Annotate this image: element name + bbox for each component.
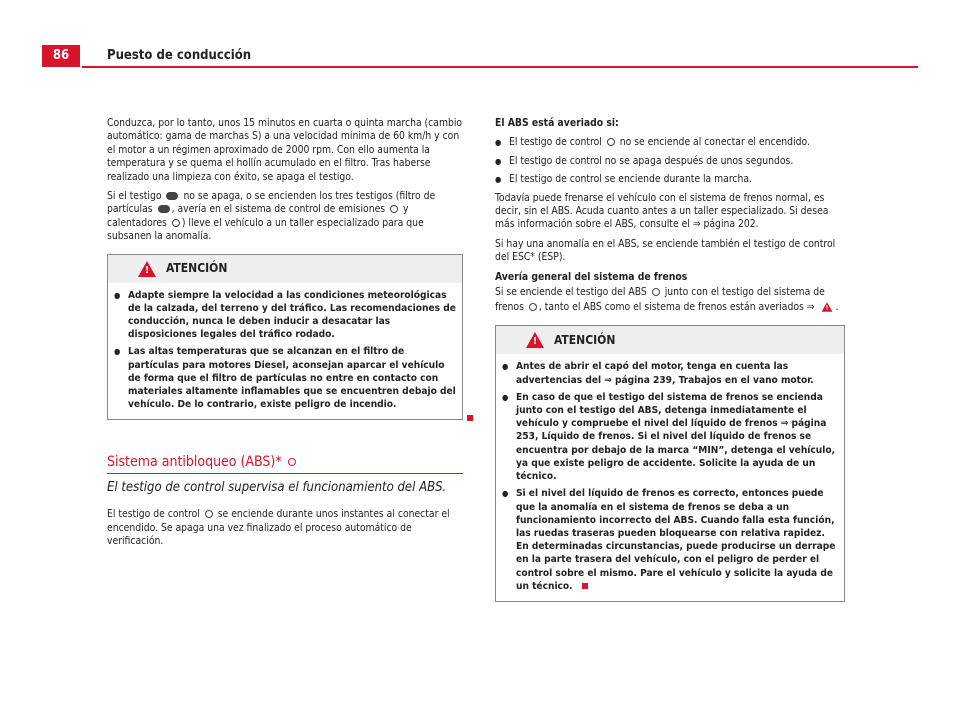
warning-body	[496, 354, 844, 600]
left-column	[107, 117, 463, 555]
warning-body	[108, 283, 462, 420]
warning-triangle-icon	[526, 332, 544, 348]
section-title	[107, 453, 463, 474]
warning-triangle-icon	[821, 303, 832, 313]
warning-item: ● En caso de que el testigo del sistema de frenos se encienda junto con el testigo del ABS, detenga inmediatamente el vehículo y compruebe el nivel del líquido de frenos ⇒ página 253, Líquido de frenos. Si el nivel del líquido de frenos se encuentra por debajo de la marca “MIN”, detenga el vehículo, ya que existe peligro de accidente. Solicite la ayuda de un técnico.	[502, 391, 838, 483]
list-item: ● El testigo de control no se apaga después de unos segundos.	[495, 155, 845, 168]
emission-control-icon	[390, 205, 398, 213]
text-fragment: no se enciende al conectar el encendido.	[619, 136, 810, 149]
text-fragment: ) lleve el vehículo a un taller especializado para que subsanen la anomalía.	[107, 216, 424, 243]
abs-icon	[288, 458, 296, 466]
text-fragment: Si el testigo	[107, 190, 162, 203]
warning-header	[496, 326, 844, 354]
subheading: Avería general del sistema de frenos	[495, 270, 688, 283]
paragraph: Si se enciende el testigo del ABS junto con el testigo del sistema de frenos , tanto el ABS como el sistema de frenos están averiados ⇒ ! .	[495, 286, 845, 315]
abs-icon	[607, 138, 615, 146]
header-divider	[82, 66, 918, 68]
warning-title: ATENCIÓN	[166, 260, 228, 275]
page-number: 86	[42, 45, 80, 67]
end-marker-icon	[467, 415, 473, 421]
section-title-text: Sistema antibloqueo (ABS)*	[107, 453, 282, 470]
glow-plug-icon	[172, 219, 180, 227]
warning-box	[107, 254, 463, 421]
warning-item: ● Las altas temperaturas que se alcanzan en el filtro de partículas para motores Diesel, aconsejan aparcar el vehículo de forma que el filtro de partículas no entre en contacto con materiales altamente inflamables que se encuentren debajo del vehículo. De lo contrario, existe peligro de incendio.	[114, 345, 456, 411]
text-fragment: junto con el testigo del sistema de frenos	[495, 286, 825, 314]
text-fragment: y calentadores	[107, 203, 409, 229]
text-fragment: se enciende durante unos instantes al conectar el encendido. Se apaga una vez finalizado el proceso automático de verificación.	[107, 508, 450, 548]
list-item	[495, 136, 845, 149]
text-fragment: El testigo de control	[107, 508, 200, 521]
text-fragment: no se apaga, o se encienden los tres testigos (filtro de partículas	[107, 190, 436, 216]
abs-icon	[652, 288, 660, 296]
text-fragment: Si el nivel del líquido de frenos es correcto, entonces puede que la anomalía en el sistema de frenos se deba a un funcionamiento incorrecto del ABS. Cuando falla esta función, las ruedas traseras pueden bloquearse con relativa rapidez. En determinadas circunstancias, puede producirse un derrape en la parte trasera del vehículo, con el peligro de perder el control sobre el mismo. Pare el vehículo y solicite la ayuda de un técnico.	[516, 488, 836, 592]
page-title: Puesto de conducción	[107, 48, 252, 63]
particle-filter-icon	[158, 205, 170, 213]
warning-item: ● Adapte siempre la velocidad a las condiciones meteorológicas de la calzada, del terreno y del tráfico. Las recomendaciones de conducción, nunca le deben inducir a desacatar las disposiciones legales del tráfico rodado.	[114, 289, 456, 342]
paragraph: Si hay una anomalía en el ABS, se enciende también el testigo de control del ESC* (ESP).	[495, 237, 836, 264]
text-fragment: Si se enciende el testigo del ABS	[495, 286, 647, 299]
warning-item: ● Antes de abrir el capó del motor, tenga en cuenta las advertencias del ⇒ página 239, Trabajos en el vano motor.	[502, 360, 838, 386]
abs-icon	[205, 510, 213, 518]
end-marker-icon	[582, 583, 588, 589]
warning-header	[108, 255, 462, 283]
subheading: El ABS está averiado si:	[495, 117, 619, 129]
warning-item	[502, 487, 838, 593]
warning-triangle-icon	[138, 261, 156, 277]
brake-system-icon	[529, 303, 537, 311]
paragraph: Todavía puede frenarse el vehículo con el sistema de frenos normal, es decir, sin el ABS. Acuda cuanto antes a un taller especializado. Si desea más información sobre el ABS, consulte el ⇒ página 202.	[495, 191, 829, 231]
list-item: ● El testigo de control se enciende durante la marcha.	[495, 173, 845, 186]
text-fragment: El testigo de control	[509, 136, 602, 149]
right-column	[495, 117, 845, 608]
paragraph	[107, 508, 463, 548]
particle-filter-icon	[166, 192, 178, 200]
warning-title: ATENCIÓN	[554, 332, 616, 347]
section-subtitle: El testigo de control supervisa el funcionamiento del ABS.	[107, 480, 447, 496]
paragraph: Conduzca, por lo tanto, unos 15 minutos en cuarta o quinta marcha (cambio automático: gama de marchas S) a una velocidad mínima de 60 km/h y con el motor a un régimen aproximado de 2000 rpm. Con ello aumenta la temperatura y se quema el hollín acumulado en el filtro. Tras haberse realizado una limpieza con éxito, se apaga el testigo.	[107, 117, 463, 183]
text-fragment: , avería en el sistema de control de emisiones	[171, 203, 386, 216]
paragraph	[107, 190, 463, 244]
warning-box	[495, 325, 845, 601]
text-fragment: , tanto el ABS como el sistema de frenos están averiados ⇒	[538, 301, 815, 314]
